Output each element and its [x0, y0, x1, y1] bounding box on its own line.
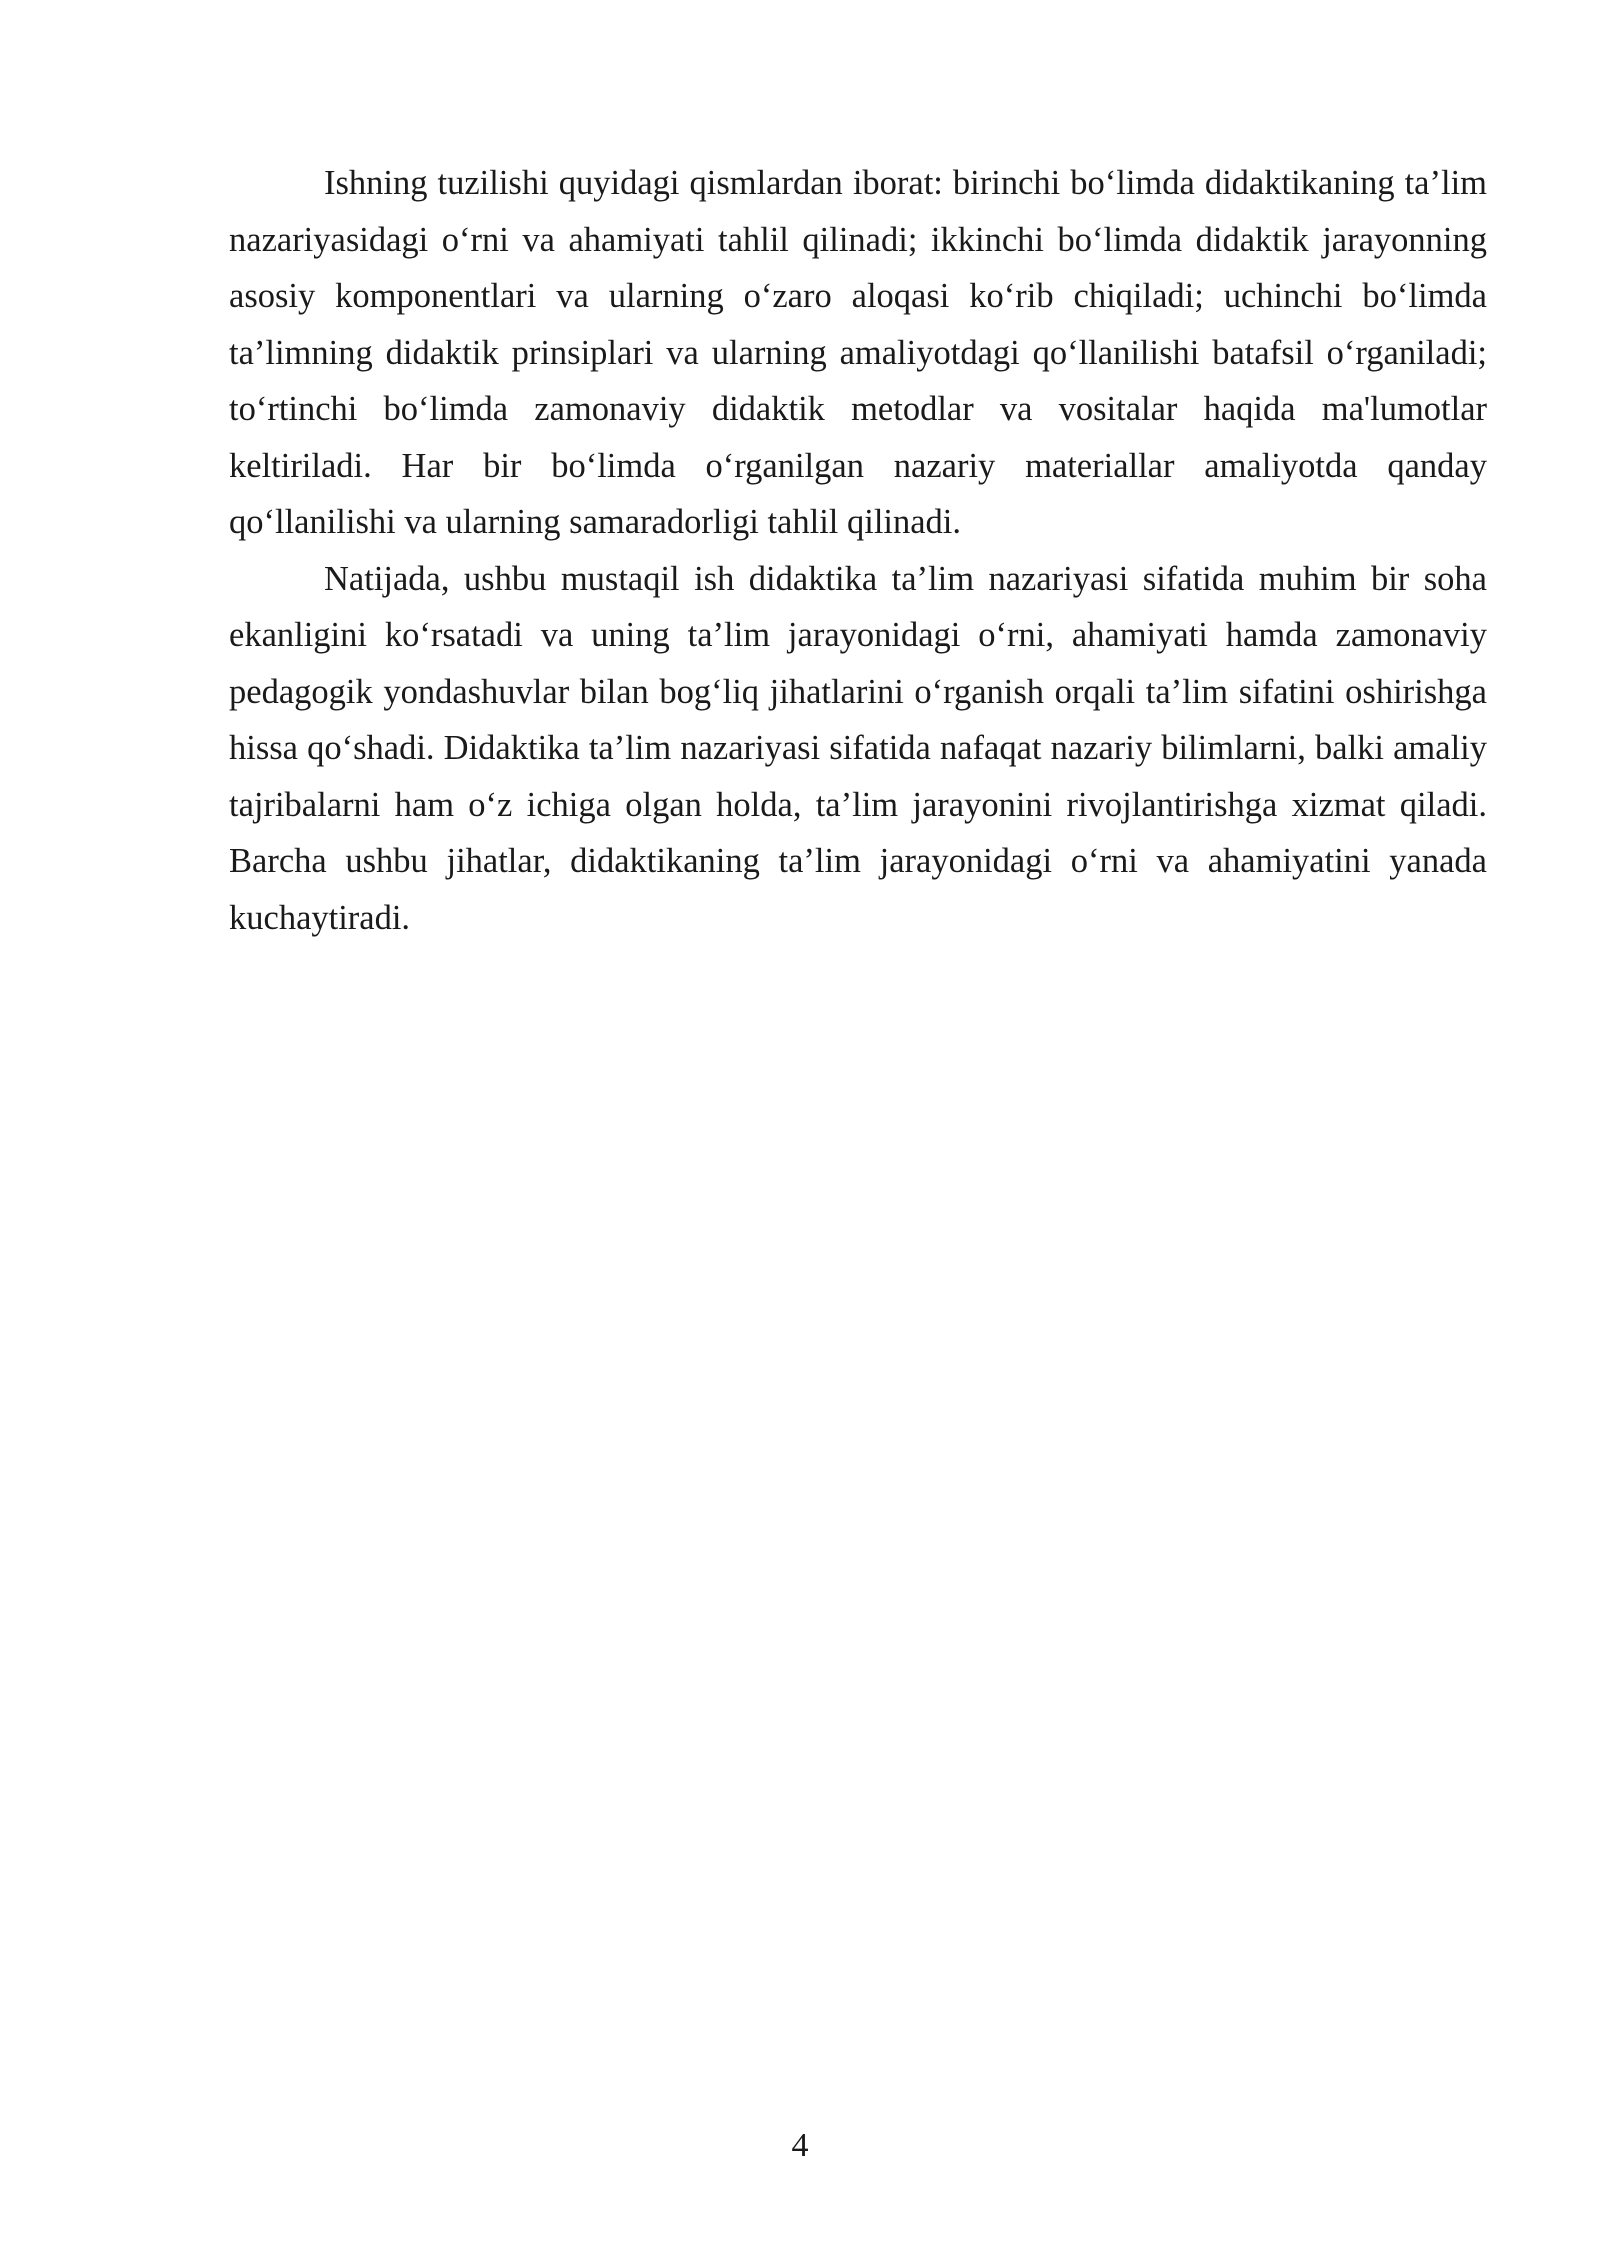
paragraph-structure: Ishning tuzilishi quyidagi qismlardan iborat: birinchi bo‘limda didaktikaning ta’lim nazariyasidagi o‘rni va ahamiyati tahlil qilinadi; ikkinchi bo‘limda didaktik jarayonning asosiy komponentlari va ularning o‘zaro aloqasi ko‘rib chiqiladi; uchinchi bo‘limda ta’limning didaktik prinsiplari va ularning amaliyotdagi qo‘llanilishi batafsil o‘rganiladi; to‘rtinchi bo‘limda zamonaviy didaktik metodlar va vositalar haqida ma'lumotlar keltiriladi. Har bir bo‘limda o‘rganilgan nazariy materiallar amaliyotda qanday qo‘llanilishi va ularning samaradorligi tahlil qilinadi. — [229, 164, 1487, 541]
body-text — [229, 155, 1487, 946]
page-number: 4 — [791, 2127, 809, 2164]
paragraph-conclusion: Natijada, ushbu mustaqil ish didaktika ta’lim nazariyasi sifatida muhim bir soha ekanligini ko‘rsatadi va uning ta’lim jarayonidagi o‘rni, ahamiyati hamda zamonaviy pedagogik yondashuvlar bilan bog‘liq jihatlarini o‘rganish orqali ta’lim sifatini oshirishga hissa qo‘shadi. Didaktika ta’lim nazariyasi sifatida nafaqat nazariy bilimlarni, balki amaliy tajribalarni ham o‘z ichiga olgan holda, ta’lim jarayonini rivojlantirishga xizmat qiladi. Barcha ushbu jihatlar, didaktikaning ta’lim jarayonidagi o‘rni va ahamiyatini yanada kuchaytiradi. — [229, 559, 1487, 937]
